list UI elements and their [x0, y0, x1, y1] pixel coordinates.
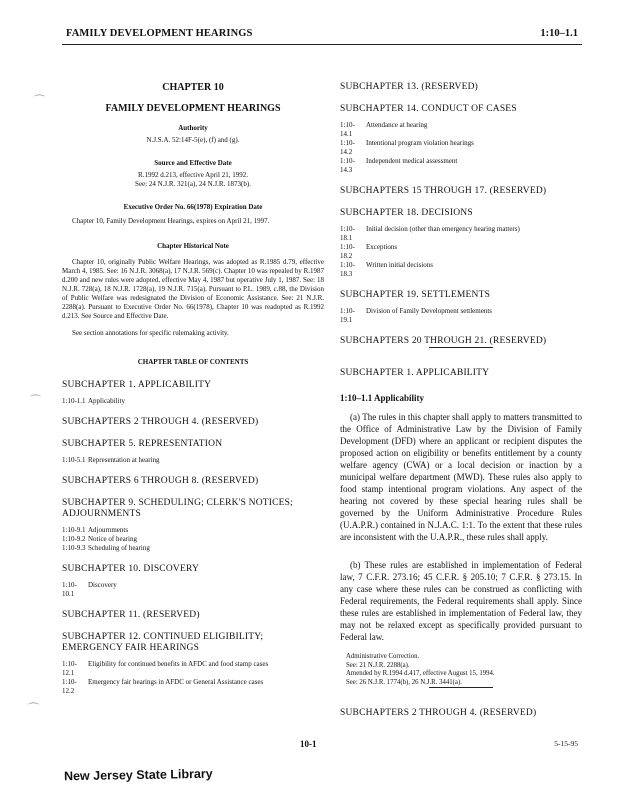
toc-section-number: 1:10-18.3 [340, 261, 355, 278]
toc-section-title: Representation at hearing [88, 456, 160, 464]
toc-section-number: 1:10-18.1 [340, 225, 355, 242]
toc-subchapter: SUBCHAPTER 10. DISCOVERY [62, 564, 200, 574]
toc-heading: CHAPTER TABLE OF CONTENTS [137, 358, 249, 366]
toc-subchapter: SUBCHAPTERS 15 THROUGH 17. (RESERVED) [340, 186, 547, 196]
toc-section-title: Exceptions [366, 243, 398, 251]
paragraph-a: (a) The rules in this chapter shall apply to matters transmitted to the Office of Administrative Law by the Division of Family Development (DFD) where an applicant or recipient disputes the proposed action on eligibility or benefits entitlement by a county welfare agency (CWA) or a local decision or inaction by a municipal welfare department (MWD). These rules also apply to food stamp intentional program violations. Any aspect of the hearing not covered by these special hearing rules shall be governed by the Uniform Administrative Procedure Rules (U.A.P.R.) contained in N.J.A.C. 1:1. To the extent that these rules are inconsistent with the U.A.P.R., these rules shall apply. [340, 412, 582, 542]
running-header-title: FAMILY DEVELOPMENT HEARINGS [66, 28, 253, 39]
exec-order-text: Chapter 10, Family Development Hearings, expires on April 21, 1997. [72, 217, 270, 225]
toc-section-number: 1:10-18.2 [340, 243, 355, 260]
section-heading: 1:10–1.1 Applicability [340, 393, 425, 403]
toc-section-row [340, 157, 582, 175]
toc-section-number: 1:10-14.3 [340, 157, 355, 174]
toc-section-number: 1:10-9.2 [62, 535, 86, 543]
toc-section-number: 1:10-14.1 [340, 121, 355, 138]
toc-right [340, 82, 582, 347]
subchapter-1-heading: SUBCHAPTER 1. APPLICABILITY [340, 368, 490, 378]
toc-subchapter: SUBCHAPTER 11. (RESERVED) [62, 610, 200, 620]
last-subchapter-heading: SUBCHAPTERS 2 THROUGH 4. (RESERVED) [340, 708, 537, 718]
toc-section-row [340, 307, 582, 325]
toc-section-row [62, 678, 324, 696]
toc-section-number: 1:10-12.2 [62, 678, 77, 695]
running-header-section: 1:10–1.1 [540, 28, 578, 39]
toc-section-list [62, 456, 324, 465]
toc-section-title: Emergency fair hearings in AFDC or General Assistance cases [88, 678, 264, 686]
toc-section-title: Intentional program violation hearings [366, 139, 474, 147]
toc-section-list [62, 526, 324, 553]
page-number: 10-1 [300, 739, 317, 749]
see-section-note: See section annotations for specific rulemaking activity. [72, 329, 229, 337]
toc-subchapter: SUBCHAPTERS 2 THROUGH 4. (RESERVED) [62, 417, 259, 427]
toc-section-row [340, 243, 582, 261]
section-divider [429, 347, 493, 348]
toc-subchapter: SUBCHAPTER 19. SETTLEMENTS [340, 290, 491, 300]
toc-section-row [62, 526, 324, 535]
authority-text: N.J.S.A. 52:14F-5(e), (f) and (g). [146, 136, 240, 144]
toc-section-number: 1:10-5.1 [62, 456, 86, 464]
toc-subchapter: SUBCHAPTER 12. CONTINUED ELIGIBILITY; EMERGENCY FAIR HEARINGS [62, 632, 264, 653]
toc-section-row [62, 660, 324, 678]
toc-section-title: Division of Family Development settlements [366, 307, 492, 315]
toc-section-row [62, 535, 324, 544]
toc-section-title: Notice of hearing [88, 535, 137, 543]
right-column [340, 82, 582, 719]
toc-section-list [62, 397, 324, 406]
toc-subchapter: SUBCHAPTER 5. REPRESENTATION [62, 439, 223, 449]
section-divider [429, 687, 493, 688]
toc-left [62, 380, 324, 696]
library-stamp: New Jersey State Library [63, 766, 213, 784]
toc-subchapter: SUBCHAPTER 13. (RESERVED) [340, 82, 479, 92]
toc-section-number: 1:10-9.1 [62, 526, 86, 534]
toc-section-list [340, 121, 582, 175]
chapter-title: FAMILY DEVELOPMENT HEARINGS [105, 103, 281, 114]
toc-section-row [62, 397, 324, 406]
note-line: See: 21 N.J.R. 2288(a). [346, 661, 410, 669]
margin-mark: ⌒ [28, 703, 39, 715]
source-line-2: See: 24 N.J.R. 321(a), 24 N.J.R. 1873(b). [135, 180, 251, 188]
toc-section-row [340, 261, 582, 279]
toc-subchapter: SUBCHAPTER 9. SCHEDULING; CLERK'S NOTICES; ADJOURNMENTS [62, 498, 294, 519]
toc-section-title: Scheduling of hearing [88, 544, 150, 552]
toc-section-list [340, 225, 582, 279]
margin-mark: ⌒ [30, 395, 41, 407]
toc-section-row [62, 581, 324, 599]
toc-section-row [62, 544, 324, 553]
toc-section-list [62, 581, 324, 599]
note-line: Administrative Correction. [346, 653, 420, 660]
left-column [62, 82, 324, 696]
toc-section-number: 1:10-14.2 [340, 139, 355, 156]
historical-note-text: Chapter 10, originally Public Welfare Hearings, was adopted as R.1985 d.79, effective March 4, 1985. See: 16 N.J.R. 3068(a), 17 N.J.R. 569(c). Chapter 10 was repealed by R.1987 d.200 and new rules were adopted, effective May 4, 1987 but operative July 1, 1987. See: 18 N.J.R. 728(a), 18 N.J.R. 1728(a), 19 N.J.R. 715(a). Pursuant to P.L. 1989, c.88, the Division of Public Welfare was redesignated the Division of Economic Assistance. See: 21 N.J.R. 2288(a). Pursuant to Executive Order No. 66(1978), Chapter 10 was readopted as R.1992 d.213. See Source and Effective Date. [62, 258, 324, 320]
toc-section-number: 1:10-12.1 [62, 660, 77, 677]
source-heading: Source and Effective Date [154, 159, 232, 167]
toc-section-title: Discovery [88, 581, 117, 589]
toc-section-number: 1:10-1.1 [62, 397, 86, 405]
toc-section-number: 1:10-19.1 [340, 307, 355, 324]
toc-section-list [340, 307, 582, 325]
amendment-notes [340, 653, 582, 687]
toc-section-title: Written initial decisions [366, 261, 433, 269]
toc-subchapter: SUBCHAPTER 14. CONDUCT OF CASES [340, 104, 517, 114]
toc-subchapter: SUBCHAPTER 1. APPLICABILITY [62, 380, 212, 390]
toc-section-title: Attendance at hearing [366, 121, 428, 129]
toc-section-title: Adjournments [88, 526, 129, 534]
chapter-number: CHAPTER 10 [162, 82, 224, 93]
toc-section-row [62, 456, 324, 465]
toc-section-row [340, 121, 582, 139]
toc-section-title: Initial decision (other than emergency hearing matters) [366, 225, 520, 233]
source-line-1: R.1992 d.213, effective April 21, 1992. [138, 171, 248, 179]
toc-section-row [340, 225, 582, 243]
exec-order-heading: Executive Order No. 66(1978) Expiration Date [123, 203, 263, 211]
note-line: See: 26 N.J.R. 1774(b), 26 N.J.R. 3441(a). [346, 678, 462, 686]
supplement-date: 5-15-95 [554, 739, 578, 748]
authority-heading: Authority [178, 124, 208, 132]
toc-section-list [62, 660, 324, 696]
toc-subchapter: SUBCHAPTERS 20 THROUGH 21. (RESERVED) [340, 336, 547, 346]
paragraph-b: (b) These rules are established in implementation of Federal law, 7 C.F.R. 273.16; 45 C.F.R. § 205.10; 7 C.F.R. § 273.15. In any case where these rules can be construed as conflicting with Federal requirements, the Federal requirements shall apply. Since these rules are established in implementation of Federal law, they may not be relaxed except as specifically provided pursuant to Federal law. [340, 560, 582, 642]
header-rule [62, 44, 582, 45]
note-line: Amended by R.1994 d.417, effective August 15, 1994. [346, 670, 495, 677]
toc-section-title: Applicability [88, 397, 125, 405]
margin-mark: ⌒ [34, 95, 45, 107]
toc-subchapter: SUBCHAPTERS 6 THROUGH 8. (RESERVED) [62, 476, 259, 486]
toc-subchapter: SUBCHAPTER 18. DECISIONS [340, 208, 473, 218]
toc-section-title: Eligibility for continued benefits in AFDC and food stamp cases [88, 660, 269, 668]
toc-section-title: Independent medical assessment [366, 157, 458, 165]
historical-note-heading: Chapter Historical Note [157, 242, 229, 250]
toc-section-row [340, 139, 582, 157]
toc-section-number: 1:10-9.3 [62, 544, 86, 552]
toc-section-number: 1:10-10.1 [62, 581, 77, 598]
